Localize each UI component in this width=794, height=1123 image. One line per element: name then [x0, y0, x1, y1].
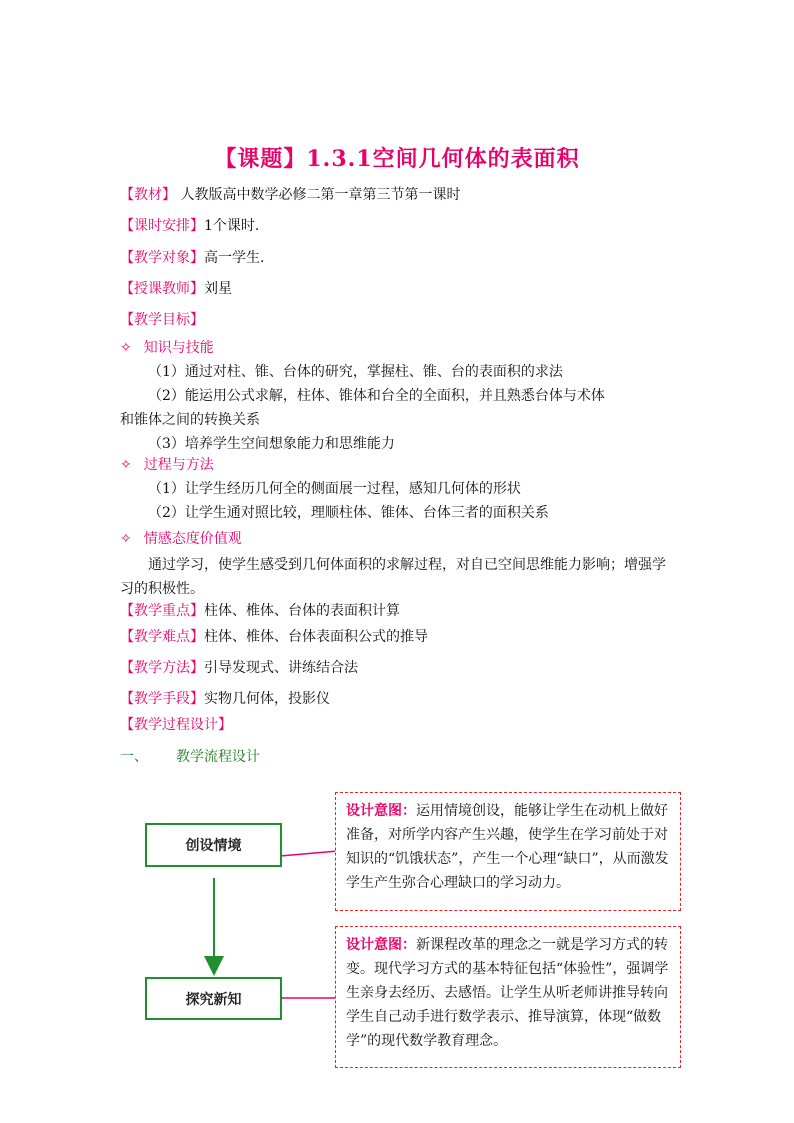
detail-label: 【教学难点】 — [120, 629, 204, 645]
page-title: 【课题】1.3.1空间几何体的表面积 — [214, 146, 580, 172]
design-note-1 — [335, 792, 681, 911]
heading-text: 知识与技能 — [143, 340, 214, 356]
note-label: 设计意图： — [346, 937, 416, 953]
detail-label: 【教学方法】 — [120, 660, 204, 676]
section-title: 教学流程设计 — [176, 749, 260, 765]
design-note-2 — [335, 926, 681, 1068]
emotion-paragraph: 通过学习，使学生感受到几何体面积的求解过程，对自已空间思维能力影响；增强学习的积极性。 — [120, 557, 666, 597]
knowledge-item: 和锥体之间的转换关系 — [120, 412, 260, 428]
info-label: 【教学对象】 — [120, 250, 204, 266]
diamond-icon: ✧ — [120, 531, 132, 547]
detail-value: 柱体、椎体、台体的表面积计算 — [204, 603, 400, 619]
detail-value: 柱体、椎体、台体表面积公式的推导 — [204, 629, 428, 645]
note-text: 新课程改革的理念之一就是学习方式的转变。现代学习方式的基本特征包括“体验性”，强调学生亲身去经历、去感悟。让学生从听老师讲推导转向学生自己动手进行数学表示、推导演算，体现“做数学”的现代数学教育理念。 — [346, 937, 669, 1049]
flow-step-create-situation: 创设情境 — [145, 823, 282, 867]
info-label: 【教学目标】 — [120, 312, 204, 328]
info-label: 【教材】 — [120, 187, 176, 203]
info-value: 1个课时. — [204, 218, 260, 234]
note-text: 运用情境创设，能够让学生在动机上做好准备，对所学内容产生兴趣，使学生在学习前处于对知识的“饥饿状态”，产生一个心理“缺口”，从而激发学生产生弥合心理缺口的学习动力。 — [346, 803, 669, 891]
detail-label: 【教学过程设计】 — [120, 717, 232, 733]
process-item: （1）让学生经历几何全的侧面展一过程，感知几何体的形状 — [148, 481, 521, 497]
diamond-icon: ✧ — [120, 457, 132, 473]
detail-value: 引导发现式、讲练结合法 — [204, 660, 358, 676]
knowledge-item: （3）培养学生空间想象能力和思维能力 — [148, 436, 395, 452]
info-label: 【课时安排】 — [120, 218, 204, 234]
info-value: 刘星 — [204, 281, 232, 297]
process-item: （2）让学生通对照比较，理顺柱体、锥体、台体三者的面积关系 — [148, 505, 549, 521]
info-value: 高一学生. — [204, 250, 265, 266]
flow-step-explore-new: 探究新知 — [145, 977, 282, 1020]
heading-text: 情感态度价值观 — [143, 531, 242, 547]
diamond-icon: ✧ — [120, 340, 132, 356]
heading-text: 过程与方法 — [143, 457, 214, 473]
detail-label: 【教学手段】 — [120, 691, 204, 707]
section-number: 一、 — [120, 749, 148, 765]
detail-label: 【教学重点】 — [120, 603, 204, 619]
knowledge-item: （2）能运用公式求解，柱体、锥体和台全的全面积，并且熟悉台体与术体 — [148, 388, 605, 404]
note-label: 设计意图： — [346, 803, 416, 819]
info-value: 人教版高中数学必修二第一章第三节第一课时 — [176, 187, 461, 203]
detail-value: 实物几何体，投影仪 — [204, 691, 330, 707]
info-label: 【授课教师】 — [120, 281, 204, 297]
knowledge-item: （1）通过对柱、锥、台体的研究，掌握柱、锥、台的表面积的求法 — [148, 364, 563, 380]
connector-line-1 — [280, 851, 338, 856]
